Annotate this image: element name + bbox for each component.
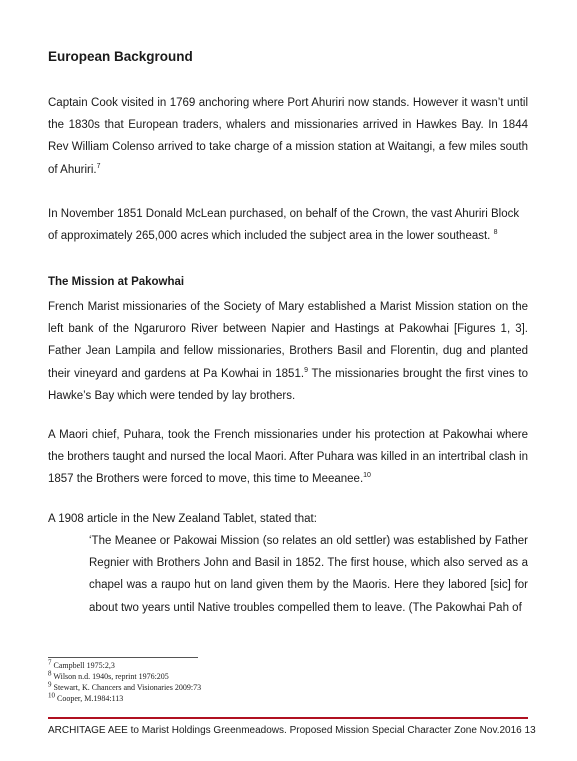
- footnote-text: Wilson n.d. 1940s, reprint 1976:205: [53, 672, 169, 681]
- footnote-text: Stewart, K. Chancers and Visionaries 2009:73: [53, 683, 202, 692]
- footnote-number: 10: [48, 691, 55, 700]
- footnote-number: 9: [48, 680, 52, 689]
- paragraph-text: In November 1851 Donald McLean purchased, on behalf of the Crown, the vast Ahuriri Block of approximately 265,000 acres which included the subject area in the lower southeast.: [48, 208, 520, 243]
- footnote-7: [48, 658, 115, 672]
- footnote-10: [48, 691, 124, 705]
- paragraph-tablet-intro: A 1908 article in the New Zealand Tablet, stated that:: [48, 513, 317, 525]
- block-quote-meanee-mission: ‘The Meanee or Pakowai Mission (so relates an old settler) was established by Father Regnier with Brothers John and Basil in 1852. The first house, which also served as a chapel was a raupo hut on land given them by the Maoris. Here they labored [sic] for about two years until Native troubles compelled them to leave. (The Pakowhai Pah of: [89, 535, 528, 614]
- footnote-number: 7: [48, 658, 52, 667]
- footnote-number: 8: [48, 669, 52, 678]
- paragraph-captain-cook: [48, 92, 528, 181]
- paragraph-text: A Maori chief, Puhara, took the French missionaries under his protection at Pakowhai where the brothers taught and nursed the local Maori. After Puhara was killed in an intertribal clash in 1857 the Brothers were forced to move, this time to Meeanee.: [48, 429, 528, 486]
- footnote-ref: 7: [96, 162, 101, 170]
- paragraph-text: Captain Cook visited in 1769 anchoring where Port Ahuriri now stands. However it wasn’t until the 1830s that European traders, whalers and missionaries arrived in Hawkes Bay. In 1844 Rev William Colenso arrived to take charge of a mission station at Waitangi, a few miles south of Ahuriri.: [48, 97, 528, 176]
- footnote-9: [48, 680, 202, 694]
- paragraph-mclean-purchase: [48, 203, 528, 247]
- footer-rule: [48, 717, 528, 719]
- footnote-divider: [48, 657, 198, 658]
- footnote-ref: 10: [363, 472, 371, 480]
- footnote-text: Campbell 1975:2,3: [53, 661, 115, 670]
- footnote-ref: 8: [493, 229, 498, 237]
- section-heading-european-background: European Background: [48, 49, 193, 64]
- paragraph-marist-missionaries: [48, 296, 528, 407]
- paragraph-puhara: [48, 424, 528, 491]
- footnote-ref: 9: [304, 366, 308, 374]
- page-footer: ARCHITAGE AEE to Marist Holdings Greenmeadows. Proposed Mission Special Character Zone Nov.2016 13: [48, 725, 536, 736]
- section-heading-mission-pakowhai: The Mission at Pakowhai: [48, 276, 185, 288]
- paragraph-text-continued: The missionaries brought the first vines to Hawke’s Bay which were tended by lay brothers.: [48, 367, 529, 402]
- footnote-text: Cooper, M.1984:113: [57, 694, 124, 703]
- footnote-8: [48, 669, 169, 683]
- paragraph-text: French Marist missionaries of the Society of Mary established a Marist Mission station on the left bank of the Ngaruroro River between Napier and Hastings at Pakowhai [Figures 1, 3]. Father Jean Lampila and fellow missionaries, Brothers Basil and Florentin, dug and planted their vineyard and gardens at Pa Kowhai in 1851.: [48, 301, 528, 380]
